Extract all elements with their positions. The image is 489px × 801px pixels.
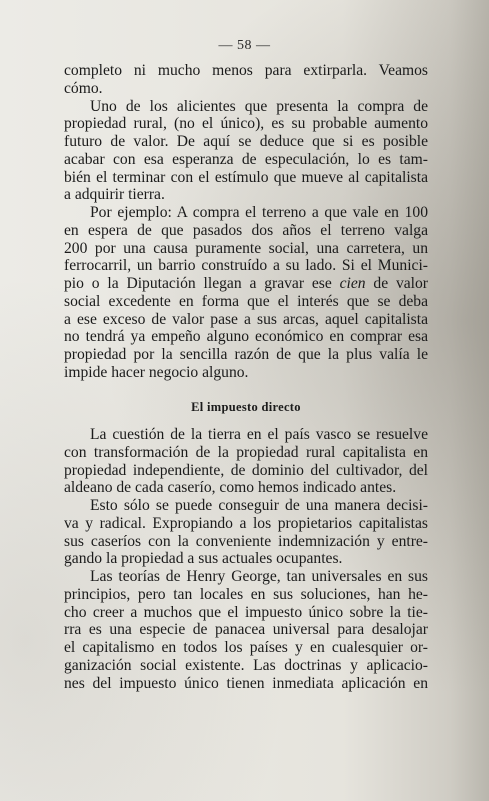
text-line: Las teorías de Henry George, tan universales en sus: [90, 568, 428, 585]
text-line: con transformación de la propiedad rural capitalista en: [64, 443, 428, 461]
text-line: a ese exceso de valor pase a sus arcas, aquel capitalista: [64, 310, 428, 328]
text-line: nes del impuesto único tienen inmediata aplicación en: [64, 674, 428, 692]
text-line: ganización social existente. Las doctrinas y aplicacio-: [64, 656, 428, 674]
text-line: aldeano de cada caserío, como hemos indicado antes.: [64, 479, 397, 497]
text-line: sus caseríos con la conveniente indemnización y entre-: [64, 532, 428, 550]
page-number: — 58 —: [218, 38, 271, 53]
text-line: rra es una especie de panacea universal para desalojar: [64, 621, 428, 639]
text-line: La cuestión de la tierra en el país vasco se resuelve: [90, 426, 428, 443]
text-line: el capitalismo en todos los países y en cualesquier or-: [64, 639, 428, 656]
text-line: 200 por una causa puramente social, una carretera, un: [64, 239, 428, 257]
text-line: Uno de los alicientes que presenta la compra de: [90, 97, 428, 115]
spacer: [64, 417, 428, 426]
text-line: principios, pero tan locales en sus soluciones, han he-: [64, 585, 428, 603]
emphasized-word: cien: [339, 275, 366, 292]
paragraph-3: [64, 204, 428, 382]
text-line: no tendrá ya empeño alguno económico en comprar esa: [64, 328, 428, 346]
text-line: Por ejemplo: A compra el terreno a que vale en 100: [90, 204, 428, 221]
text-line: cómo.: [64, 79, 103, 97]
text-line: va y radical. Expropiando a los propietarios capitalistas: [64, 514, 428, 532]
text-segment: pio o la Diputación llegan a gravar ese: [64, 275, 332, 292]
text-line: propiedad por la sencilla razón de que la plus valía le: [64, 346, 428, 363]
text-line: acabar con esa esperanza de especulación, lo es tam-: [64, 150, 428, 168]
paragraph-4: [64, 426, 428, 497]
paragraph-2: [64, 98, 428, 205]
text-line: ferrocarril, un barrio construído a su lado. Si el Munici-: [64, 257, 428, 275]
text-line: cho creer a muchos que el impuesto único sobre la tie-: [64, 603, 428, 621]
text-segment: de valor: [373, 275, 428, 292]
text-line: en espera de que pasados dos años el terreno valga: [64, 221, 428, 239]
paragraph-6: [64, 568, 428, 692]
text-line: propiedad rural, (no el único), es su probable aumento: [64, 115, 428, 133]
text-line: propiedad independiente, de dominio del cultivador, del: [64, 461, 428, 479]
text-line: Esto sólo se puede conseguir de una manera decisi-: [90, 497, 428, 514]
text-line: bién el terminar con el estímulo que mueve al capitalista: [64, 168, 428, 186]
text-line: completo ni mucho menos para extirparla. Veamos: [64, 62, 428, 79]
section-heading: El impuesto directo: [191, 400, 301, 415]
spacer: [64, 382, 428, 400]
text-line: futuro de valor. De aquí se deduce que si es posible: [64, 133, 428, 150]
body-text: [64, 62, 428, 692]
text-line: social excedente en forma que el interés que se deba: [64, 292, 428, 310]
text-line-with-emphasis: [64, 275, 428, 293]
paragraph-1: [64, 62, 428, 98]
text-line: gando la propiedad a sus actuales ocupantes.: [64, 550, 343, 568]
text-line: a adquirir tierra.: [64, 186, 165, 204]
text-line: impide hacer negocio alguno.: [64, 363, 249, 381]
paragraph-5: [64, 497, 428, 568]
